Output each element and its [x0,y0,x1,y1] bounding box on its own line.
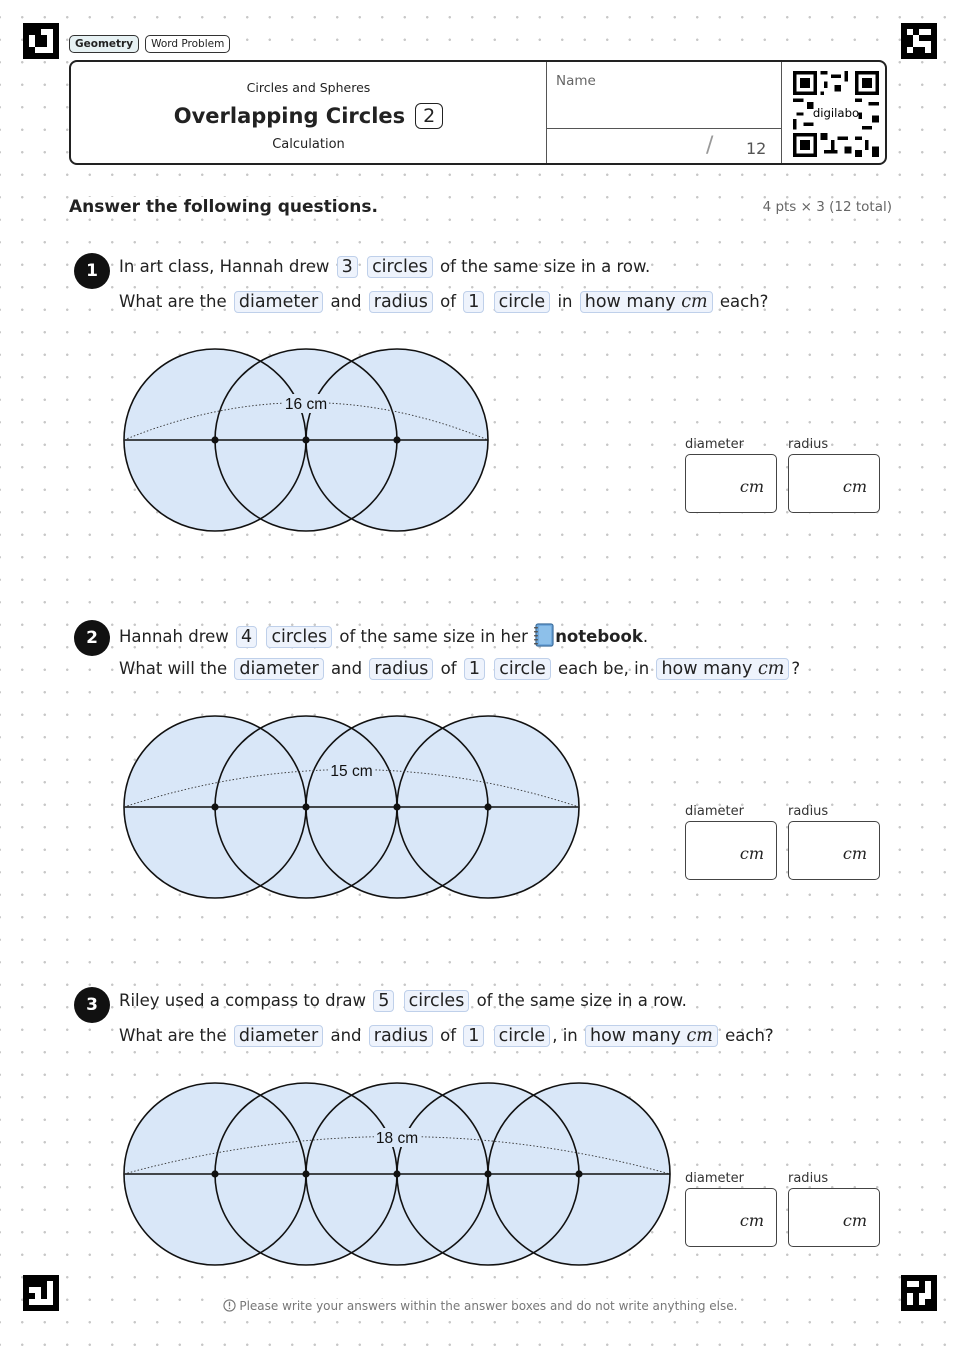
highlight-one: 1 [463,1025,484,1047]
text: , in [552,1026,578,1045]
text: in [557,292,573,311]
highlight-diameter: diameter [234,291,323,313]
highlight-how-many-cm [585,1025,718,1047]
radius-label: radius [788,437,829,452]
text: how many [661,659,753,679]
diameter-answer-box[interactable] [685,1188,777,1247]
diameter-answer-box[interactable] [685,454,777,513]
unit-label: cm [842,844,867,863]
center-point [393,1170,400,1177]
unit-label: cm [842,477,867,496]
text: ? [791,659,801,678]
notebook-word: notebook [555,627,643,646]
text: each be, in [558,659,650,678]
subject: Circles and Spheres [246,80,371,95]
center-point [393,436,400,443]
circles-figure-2 [100,688,700,908]
highlight-circles: circles [404,990,470,1012]
text: of the same size in a row. [476,991,687,1010]
total-length-label: 16 cm [284,396,328,413]
points-info: 4 pts × 3 (12 total) [762,199,892,215]
worksheet-type: Calculation [272,137,345,152]
unit-text: cm [686,1026,713,1046]
total-length-label: 18 cm [375,1130,419,1147]
center-point [393,803,400,810]
center-point [302,803,309,810]
footer-note [0,1299,960,1313]
highlight-circle: circle [494,658,551,680]
text: Riley used a compass to draw [119,991,367,1010]
score-total: 12 [746,139,767,158]
text: of [440,1026,457,1045]
radius-label: radius [788,1171,829,1186]
info-icon [223,1299,236,1312]
worksheet-number-badge: 2 [415,103,443,129]
name-label: Name [556,73,596,89]
unit-label: cm [739,844,764,863]
corner-marker-top-right [901,23,937,59]
diameter-label: diameter [685,1171,744,1186]
worksheet-header [69,60,887,165]
text: how many [584,292,676,312]
tag-word-problem: Word Problem [145,35,230,53]
text: and [330,1026,362,1045]
title-section [71,62,547,163]
unit-text: cm [757,659,785,679]
radius-answer-box[interactable] [788,1188,880,1247]
tag-list [69,35,230,53]
footer-text: Please write your answers within the answer boxes and do not write anything else. [239,1299,738,1313]
question-number: 3 [74,987,110,1023]
center-point [484,803,491,810]
text: how many [590,1026,681,1046]
diameter-label: diameter [685,804,744,819]
text: of the same size in a row. [439,257,651,276]
total-length-label: 15 cm [330,763,373,780]
highlight-circle: circle [494,1025,551,1047]
tag-geometry: Geometry [69,35,139,53]
question-line-2 [119,1025,774,1047]
highlight-one: 1 [463,291,484,313]
text: of the same size in her [339,627,528,646]
center-point [484,1170,491,1177]
text: of [440,659,457,678]
circles-figure-1 [100,321,700,541]
highlight-diameter: diameter [234,658,323,680]
instructions: Answer the following questions. [69,197,378,217]
highlight-radius: radius [369,658,433,680]
highlight-circles: circles [266,626,332,648]
page-title: Overlapping Circles [173,104,406,128]
text: In art class, Hannah drew [119,257,330,276]
highlight-radius: radius [369,1025,433,1047]
radius-answer-box[interactable] [788,454,880,513]
question-line-1 [119,990,687,1012]
text: What are the [119,1026,227,1045]
highlight-radius: radius [369,291,433,313]
question-line-1 [119,256,650,278]
circles-figure-3 [100,1055,700,1275]
question-line-2 [119,291,768,313]
unit-label: cm [739,477,764,496]
diameter-label: diameter [685,437,744,452]
notebook-icon [533,623,555,647]
qr-label: digilabo [812,105,860,120]
text: What are the [119,292,227,311]
unit-text: cm [681,292,708,312]
highlight-diameter: diameter [234,1025,323,1047]
score-field [546,128,781,166]
highlight-how-many-cm [656,658,789,680]
score-slash: / [706,133,714,158]
text: of [440,292,457,311]
unit-label: cm [842,1211,867,1230]
highlight-how-many-cm [580,291,713,313]
highlight-number: 4 [236,626,257,648]
text: each? [725,1026,774,1045]
question-number: 1 [74,253,110,289]
name-score-section [546,62,782,163]
text: and [330,292,362,311]
center-point [302,1170,309,1177]
text: Hannah drew [119,627,229,646]
center-point [575,1170,582,1177]
text: and [331,659,363,678]
text: . [642,627,649,646]
question-line-2 [119,658,800,680]
qr-code-icon [793,71,879,157]
question-line-1 [119,623,648,648]
center-point [302,436,309,443]
text: What will the [119,659,228,678]
highlight-one: 1 [464,658,485,680]
radius-answer-box[interactable] [788,821,880,880]
highlight-circles: circles [367,256,433,278]
unit-label: cm [739,1211,764,1230]
highlight-number: 5 [373,990,394,1012]
text: each? [719,292,769,311]
radius-label: radius [788,804,829,819]
corner-marker-top-left [23,23,59,59]
highlight-circle: circle [494,291,551,313]
diameter-answer-box[interactable] [685,821,777,880]
highlight-number: 3 [337,256,358,278]
question-number: 2 [74,620,110,656]
